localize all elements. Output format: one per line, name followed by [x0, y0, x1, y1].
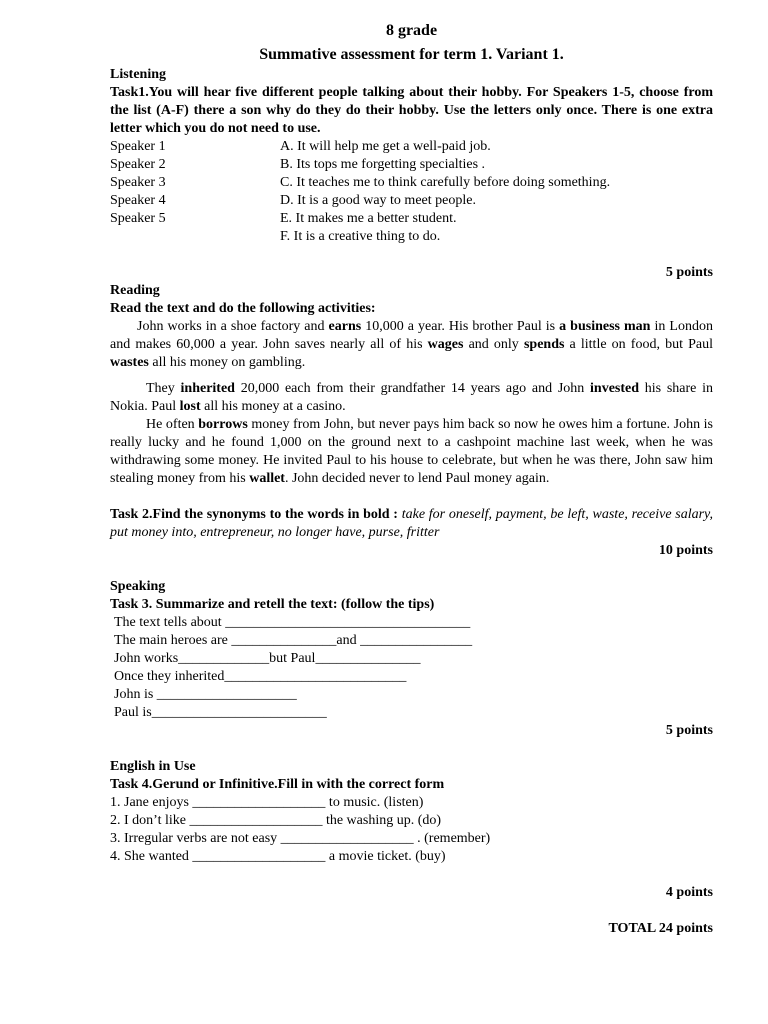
english-points: 4 points	[665, 885, 713, 900]
tips-list	[110, 614, 713, 722]
list-item	[110, 174, 713, 192]
option-text: A. It will help me get a well-paid job.	[280, 139, 491, 154]
reading-paragraph-2: They inherited 20,000 each from their grandfather 14 years ago and John invested his share in Nokia. Paul lost all his money at a casino.	[110, 381, 714, 414]
list-item	[110, 192, 713, 210]
speaking-points: 5 points	[665, 723, 713, 738]
page-title: Summative assessment for term 1. Variant 1.	[259, 46, 564, 63]
speaker-label: Speaker 2	[110, 157, 166, 172]
option-text: C. It teaches me to think carefully before doing something.	[280, 175, 611, 190]
list-item: The text tells about ___________________________________	[114, 615, 471, 630]
list-item: John is ____________________	[114, 687, 297, 702]
speaker-label: Speaker 3	[110, 175, 166, 190]
list-item: The main heroes are _______________and ________________	[114, 633, 473, 648]
grade-heading: 8 grade	[385, 22, 438, 39]
english-task: Task 4.Gerund or Infinitive.Fill in with the correct form	[110, 777, 445, 792]
speaker-label: Speaker 4	[110, 193, 166, 208]
task2-words: take for oneself, payment, be left, waste, receive salary, put money into, entrepreneur, no longer have, purse, fritter	[110, 507, 714, 540]
list-item: Once they inherited__________________________	[114, 669, 407, 684]
list-item	[110, 228, 713, 246]
option-text: E. It makes me a better student.	[280, 211, 457, 226]
matching-list	[110, 138, 713, 246]
reading-paragraph-3: He often borrows money from John, but never pays him back so now he owes him a fortune. John is really lucky and he found 1,000 on the ground next to a cashpoint machine last week, when he was withdrawing some money. He invited Paul to his house to celebrate, but when he was there, John saw him stealing money from his wallet. John decided never to lend Paul money again.	[110, 417, 713, 486]
speaking-task: Task 3. Summarize and retell the text: (follow the tips)	[110, 597, 435, 612]
english-heading: English in Use	[110, 759, 196, 774]
speaker-label: Speaker 5	[110, 211, 166, 226]
list-item: 4. She wanted ___________________ a movie ticket. (buy)	[110, 849, 446, 864]
task2-points: 10 points	[658, 543, 713, 558]
list-item: 3. Irregular verbs are not easy ___________________ . (remember)	[110, 831, 491, 846]
option-text: D. It is a good way to meet people.	[280, 193, 476, 208]
list-item	[110, 156, 713, 174]
task2-text	[110, 506, 713, 542]
listening-task: Task1.You will hear five different people talking about their hobby. For Speakers 1-5, choose from the list (A-F) there a son why do they do their hobby. Use the letters only once. There is one extra letter which you do not need to use.	[110, 85, 713, 136]
task2-label: Task 2.Find the synonyms to the words in bold :	[110, 507, 402, 522]
total-points: TOTAL 24 points	[608, 921, 713, 936]
list-item	[110, 138, 713, 156]
list-item: 1. Jane enjoys ___________________ to music. (listen)	[110, 795, 424, 810]
listening-heading: Listening	[110, 67, 167, 82]
reading-heading: Reading	[110, 283, 160, 298]
reading-instruction: Read the text and do the following activities:	[110, 301, 376, 316]
english-items	[110, 794, 713, 866]
worksheet-page	[110, 20, 713, 938]
reading-paragraph-1: John works in a shoe factory and earns 10,000 a year. His brother Paul is a business man in London and makes 60,000 a year. John saves nearly all of his wages and only spends a little on food, but Paul wastes all his money on gambling.	[110, 319, 714, 370]
list-item: 2. I don’t like ___________________ the washing up. (do)	[110, 813, 442, 828]
speaker-label: Speaker 1	[110, 139, 166, 154]
list-item: John works_____________but Paul_______________	[114, 651, 421, 666]
option-text: B. Its tops me forgetting specialties .	[280, 157, 486, 172]
speaking-heading: Speaking	[110, 579, 166, 594]
list-item: Paul is_________________________	[114, 705, 327, 720]
listening-points: 5 points	[665, 265, 713, 280]
option-text: F. It is a creative thing to do.	[280, 229, 441, 244]
list-item	[110, 210, 713, 228]
